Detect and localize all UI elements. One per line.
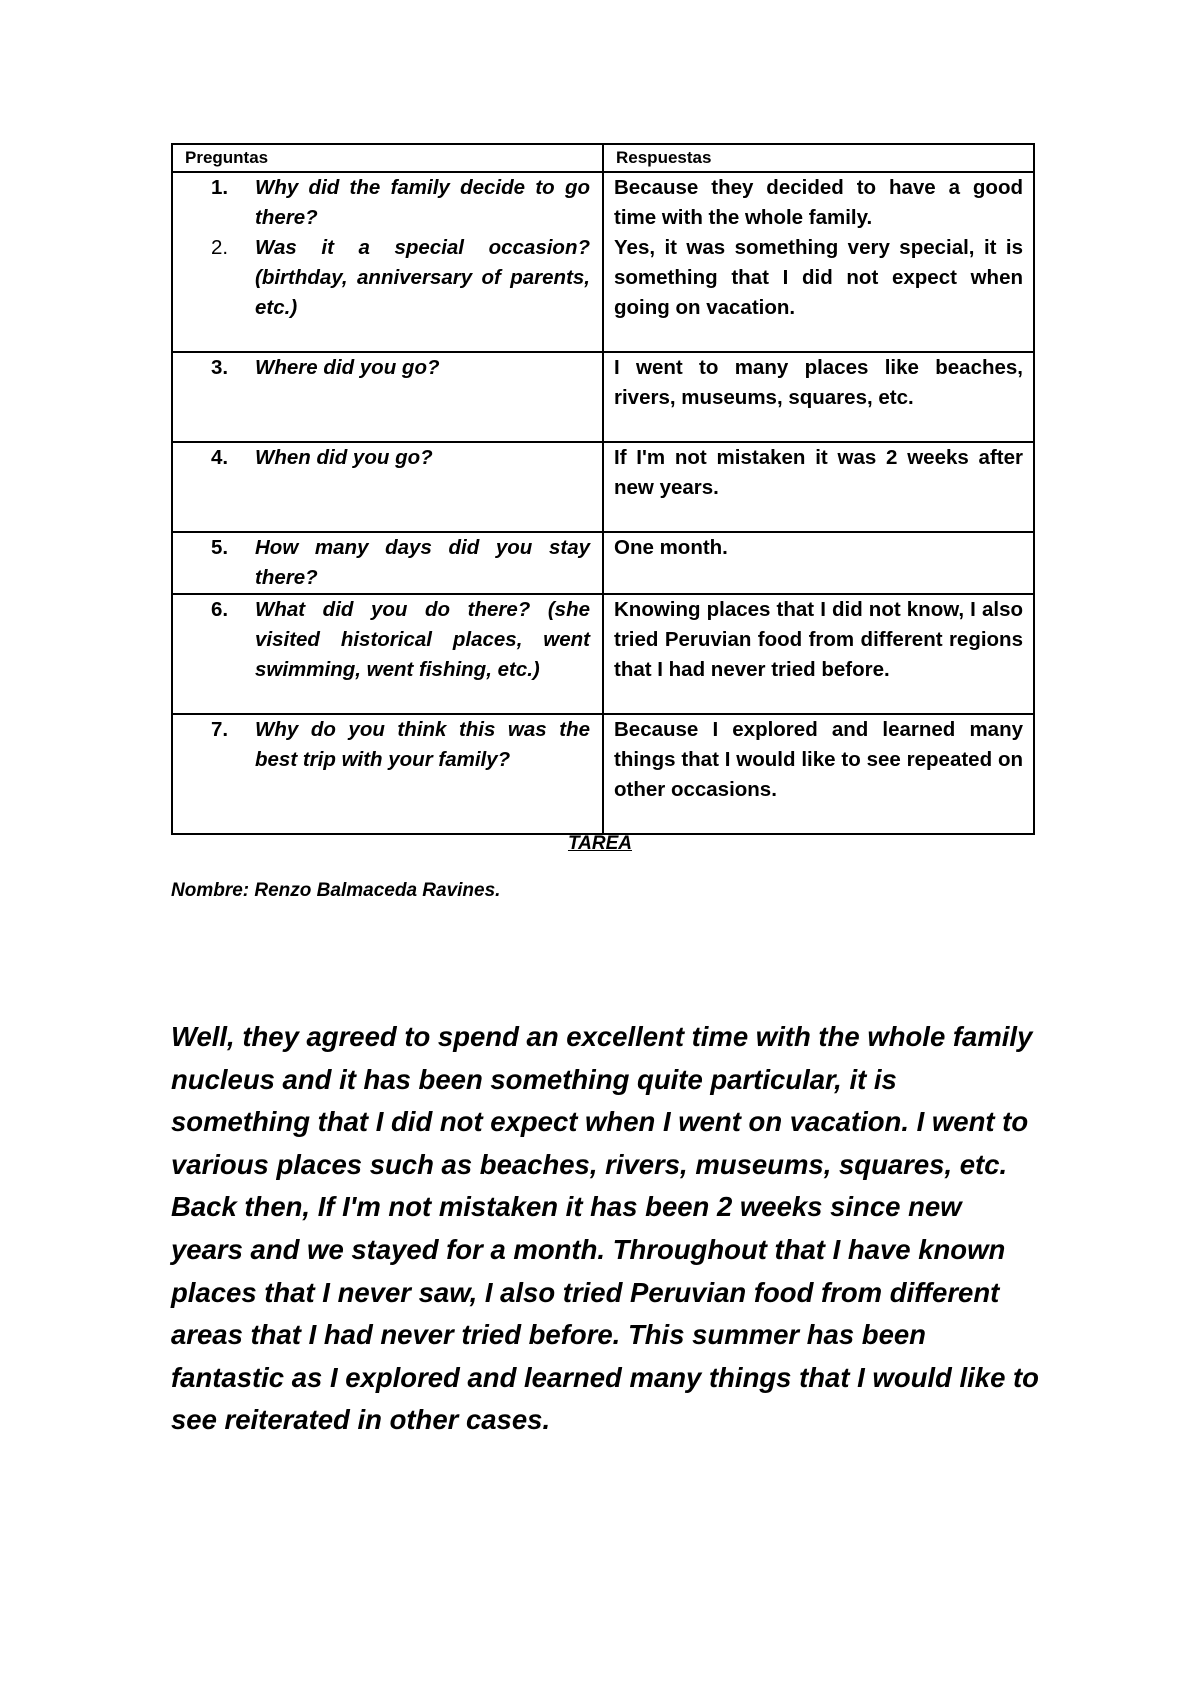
- question-cell: [172, 352, 603, 442]
- question-text: When did you go?: [255, 446, 433, 469]
- answer-cell: [603, 714, 1034, 834]
- question-item: [211, 353, 590, 383]
- answer-text: Knowing places that I did not know, I also tried Peruvian food from different regions that I had never tried before.: [614, 598, 1023, 681]
- table-row: [172, 594, 1034, 714]
- answer-text: If I'm not mistaken it was 2 weeks after new years.: [614, 446, 1023, 499]
- header-questions: Preguntas: [172, 144, 603, 172]
- answer-text: Because they decided to have a good time with the whole family.: [614, 176, 1023, 229]
- table-row: [172, 352, 1034, 442]
- question-item: [211, 595, 590, 685]
- question-text: Why did the family decide to go there?: [255, 176, 590, 229]
- answer-text: I went to many places like beaches, rivers, museums, squares, etc.: [614, 356, 1023, 409]
- answer-text: Yes, it was something very special, it is something that I did not expect when going on vacation.: [614, 236, 1023, 319]
- answer-cell: [603, 442, 1034, 532]
- answer-text: Because I explored and learned many things that I would like to see repeated on other occasions.: [614, 718, 1023, 801]
- answer-cell: [603, 172, 1034, 352]
- header-answers: Respuestas: [603, 144, 1034, 172]
- question-number: 3.: [211, 356, 229, 379]
- answer-cell: [603, 532, 1034, 594]
- question-number: 2.: [211, 236, 229, 259]
- question-item: [211, 715, 590, 775]
- question-text: Where did you go?: [255, 356, 440, 379]
- questions-answers-table: [171, 143, 1035, 835]
- question-cell: [172, 442, 603, 532]
- question-item: [211, 443, 590, 473]
- question-number: 5.: [211, 536, 229, 559]
- question-text: Was it a special occasion? (birthday, anniversary of parents, etc.): [255, 236, 590, 319]
- table-row: [172, 442, 1034, 532]
- question-cell: [172, 172, 603, 352]
- answer-cell: [603, 594, 1034, 714]
- question-number: 4.: [211, 446, 229, 469]
- question-number: 7.: [211, 718, 229, 741]
- table-row: [172, 172, 1034, 352]
- student-name: Nombre: Renzo Balmaceda Ravines.: [171, 880, 501, 901]
- essay-paragraph: Well, they agreed to spend an excellent time with the whole family nucleus and it has been something quite particular, it is something that I did not expect when I went on vacation. I went to various places such as beaches, rivers, museums, squares, etc. Back then, If I'm not mistaken it has been 2 weeks since new years and we stayed for a month. Throughout that I have known places that I never saw, I also tried Peruvian food from different areas that I had never tried before. This summer has been fantastic as I explored and learned many things that I would like to see reiterated in other cases.: [171, 1021, 1039, 1436]
- question-text: What did you do there? (she visited historical places, went swimming, went fishing, etc.): [255, 598, 590, 681]
- question-item: [211, 173, 590, 233]
- question-cell: [172, 532, 603, 594]
- answer-cell: [603, 352, 1034, 442]
- question-item: [211, 533, 590, 593]
- tarea-title: TAREA: [567, 833, 633, 854]
- question-text: How many days did you stay there?: [255, 536, 590, 589]
- question-number: 6.: [211, 598, 229, 621]
- question-item: [211, 233, 590, 323]
- question-cell: [172, 714, 603, 834]
- table-row: [172, 714, 1034, 834]
- question-text: Why do you think this was the best trip with your family?: [255, 718, 590, 771]
- question-cell: [172, 594, 603, 714]
- table-row: [172, 532, 1034, 594]
- question-number: 1.: [211, 176, 229, 199]
- table-header-row: [172, 144, 1034, 172]
- answer-text: One month.: [614, 536, 728, 559]
